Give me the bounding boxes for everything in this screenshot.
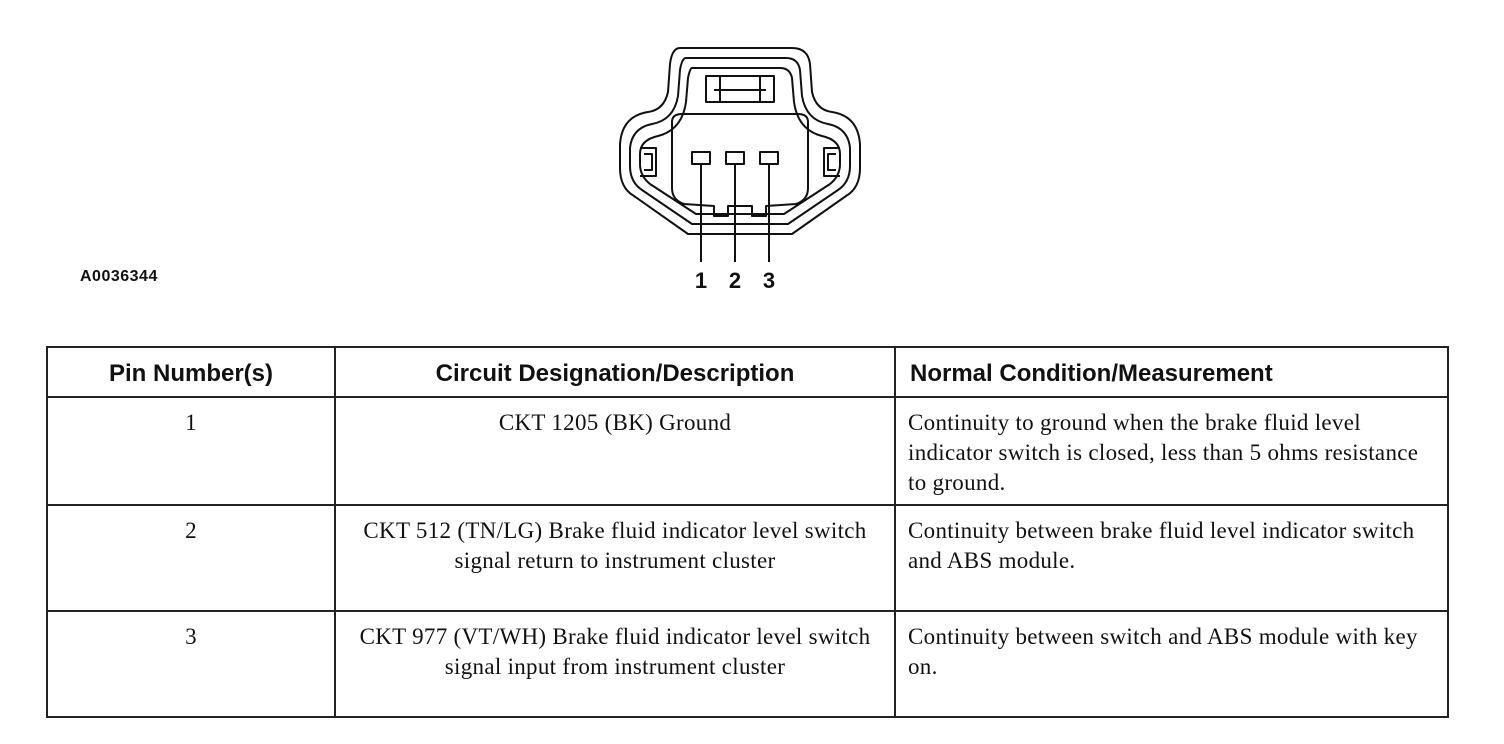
normal-condition: Continuity to ground when the brake fluid level indicator switch is closed, less than 5 ohms resistance to ground. <box>895 397 1448 505</box>
figure-id: A0036344 <box>80 268 158 285</box>
pin-label-1: 1 <box>694 268 708 293</box>
normal-condition: Continuity between brake fluid level indicator switch and ABS module. <box>895 505 1448 611</box>
side-clip-left-icon <box>640 148 656 176</box>
pin-label-3: 3 <box>762 268 776 293</box>
pin-table <box>46 346 1449 718</box>
terminal-pins <box>692 152 778 164</box>
circuit-description: CKT 1205 (BK) Ground <box>335 397 895 505</box>
pin-number: 3 <box>47 611 335 717</box>
side-clip-right-icon <box>824 148 840 176</box>
pin-number: 2 <box>47 505 335 611</box>
circuit-description: CKT 512 (TN/LG) Brake fluid indicator level switch signal return to instrument cluster <box>335 505 895 611</box>
pin-number: 1 <box>47 397 335 505</box>
header-normal-condition: Normal Condition/Measurement <box>895 347 1448 397</box>
header-pin-numbers: Pin Number(s) <box>47 347 335 397</box>
header-circuit-description: Circuit Designation/Description <box>335 347 895 397</box>
table-row <box>47 397 1448 505</box>
table-row <box>47 611 1448 717</box>
pin-label-2: 2 <box>728 268 742 293</box>
connector-diagram <box>560 40 920 300</box>
table-header-row <box>47 347 1448 397</box>
locking-tab-icon <box>706 76 774 102</box>
normal-condition: Continuity between switch and ABS module with key on. <box>895 611 1448 717</box>
table-row <box>47 505 1448 611</box>
circuit-description: CKT 977 (VT/WH) Brake fluid indicator level switch signal input from instrument cluster <box>335 611 895 717</box>
connector-middle-shell <box>630 58 850 224</box>
